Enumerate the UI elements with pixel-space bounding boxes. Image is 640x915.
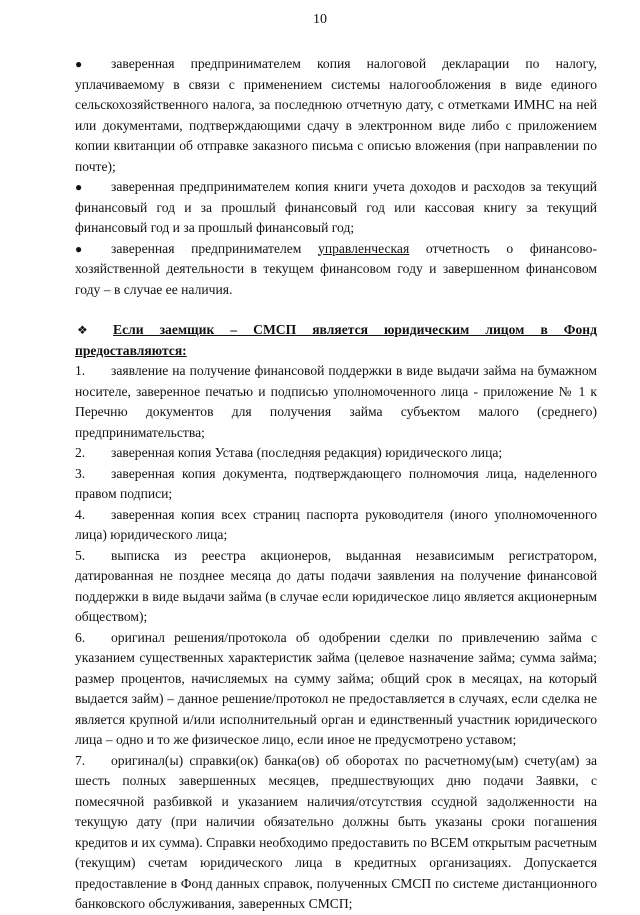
bullet-dot-icon: ●	[75, 57, 83, 71]
item-text: выписка из реестра акционеров, выданная независимым регистратором, датированная не позднее месяца до даты подачи заявления на получение финансовой поддержки в виде выдачи займа (в случае если юридическое лицо является акционерным обществом);	[75, 547, 597, 624]
bullet-text: заверенная предпринимателем копия налоговой декларации по налогу, уплачиваемому в связи с применением системы налогообложения в виде единого сельскохозяйственного налога, за последнюю отчетную дату, с отметками ИМНС на ней или документами, подтверждающими сдачу в электронном виде либо с приложением копии квитанции об отправке заказного письма с описью вложения (при направлении по почте);	[75, 56, 597, 174]
item-text: оригинал(ы) справки(ок) банка(ов) об оборотах по расчетному(ым) счету(ам) за шесть полных завершенных месяцев, предшествующих дню подачи Заявки, с помесячной разбивкой и указанием наличия/отсутствия ссудной задолженности на текущую дату (при наличии обязательно должны быть указаны сроки погашения кредитов и их сумма). Справки необходимо предоставить по ВСЕМ открытым расчетным (текущим) счетам юридического лица в кредитных организациях. Допускается предоставление в Фонд данных справок, полученных СМСП по системе дистанционного банковского обслуживания, заверенных СМСП;	[75, 752, 597, 911]
item-number: 1.	[75, 363, 86, 378]
bullet-dot-icon: ●	[75, 241, 83, 256]
page-number: 10	[313, 12, 327, 27]
bullet-dot-icon: ●	[75, 180, 83, 194]
item-number: 2.	[75, 445, 86, 460]
item-text: заявление на получение финансовой поддержки в виде выдачи займа на бумажном носителе, заверенное печатью и подписью уполномоченного лица - приложение № 1 к Перечню документов для получения займа субъектом малого (среднего) предпринимательства;	[75, 363, 597, 440]
numbered-item	[75, 751, 597, 915]
numbered-item	[75, 464, 597, 505]
bullet-text-after: отчетность о финансово-хозяйственной деятельности в текущем финансовом году и завершенном финансовом году – в случае ее наличия.	[75, 240, 597, 297]
numbered-item	[75, 628, 597, 751]
bullet-text-before: заверенная предпринимателем	[111, 240, 319, 256]
section-heading	[75, 320, 597, 361]
bullet-item	[75, 54, 597, 177]
document-body	[75, 54, 597, 915]
numbered-item	[75, 546, 597, 628]
item-number: 6.	[75, 629, 86, 645]
item-number: 4.	[75, 506, 86, 522]
item-number: 7.	[75, 752, 86, 768]
item-text: оригинал решения/протокола об одобрении сделки по привлечению займа с указанием существенных характеристик займа (целевое назначение займа; сумма займа; размер процентов, начисляемых на сумму займа; общий срок в месяцах, на который выдается займ) – данное решение/протокол не предоставляется в случаях, если сделка не является крупной и/или исполнительный орган и единственный участник юридического лица – одно и то же физическое лицо, если иное не предусмотрено уставом;	[75, 629, 597, 747]
numbered-item	[75, 505, 597, 546]
item-text: заверенная копия Устава (последняя редакция) юридического лица;	[111, 445, 503, 460]
item-number: 3.	[75, 465, 86, 481]
bullet-text: заверенная предпринимателем копия книги учета доходов и расходов за текущий финансовый год и за прошлый финансовый год или кассовая книгу за текущий финансовый год и за прошлый финансовый год;	[75, 179, 597, 235]
item-text: заверенная копия документа, подтверждающего полномочия лица, наделенного правом подписи;	[75, 465, 597, 501]
bullet-item	[75, 177, 597, 239]
section-heading-text: Если заемщик – СМСП является юридическим лицом в Фонд предоставляются:	[75, 322, 597, 358]
numbered-item	[75, 443, 597, 464]
item-number: 5.	[75, 547, 86, 563]
bullet-item	[75, 239, 597, 301]
bullet-text-underlined: управленческая	[318, 240, 410, 256]
item-text: заверенная копия всех страниц паспорта руководителя (иного уполномоченного лица) юридического лица;	[75, 506, 597, 542]
numbered-item	[75, 361, 597, 443]
diamond-bullet-icon: ❖	[77, 323, 88, 337]
